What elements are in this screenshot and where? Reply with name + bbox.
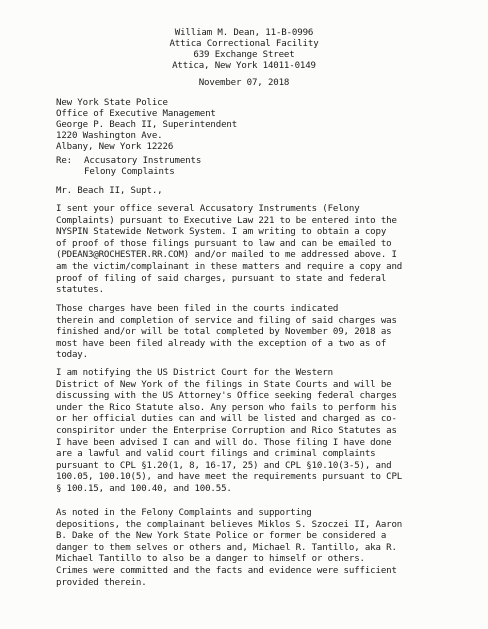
paragraph-line: most have been filed already with the exception of a two as of [56,338,387,349]
sender-street: 639 Exchange Street [193,50,295,60]
re-line-1: Accusatory Instruments [84,156,202,166]
paragraph-line: 100.05, 100.10(5), and have meet the requirements pursuant to CPL [56,472,403,483]
paragraph-line: statutes. [56,285,104,296]
paragraph-1 [56,204,432,297]
paragraph-3 [56,368,432,496]
paragraph-line: Complaints) pursuant to Executive Law 221 to be entered into the [56,215,397,226]
paragraph-line: are a lawful and valid court filings and criminal complaints [56,449,376,460]
paragraph-line: I am notifying the US District Court for the Western [56,368,333,378]
paragraph-line: depositions, the complainant believes Miklos S. Szoczei II, Aaron [56,519,403,530]
sender-facility: Attica Correctional Facility [169,39,319,49]
recipient-line-1: New York State Police [56,98,168,108]
recipient-line-2: Office of Executive Management [56,109,216,119]
recipient-line-5: Albany, New York 12226 [56,142,174,152]
salutation: Mr. Beach II, Supt., [56,186,163,196]
sender-city: Attica, New York 14011-0149 [172,61,316,71]
paragraph-line: danger to them selves or others and, Michael R. Tantillo, aka R. [56,542,397,553]
paragraph-line: proof of filing of said charges, pursuant to state and federal [56,273,387,284]
paragraph-line: am the victim/complainant in these matters and require a copy and [56,261,403,272]
paragraph-line: finished and/or will be total completed by November 09, 2018 as [56,327,392,338]
paragraph-line: I sent your office several Accusatory Instruments (Felony [56,204,360,214]
re-label: Re: [56,156,72,166]
paragraph-line: today. [56,350,88,361]
recipient-line-4: 1220 Washington Ave. [56,131,163,141]
letter-date: November 07, 2018 [198,78,290,88]
paragraph-line: Michael Tantillo to also be a danger to himself or others. [56,554,365,565]
paragraph-line: provided therein. [56,577,147,588]
paragraph-4 [56,508,432,589]
re-line-2: Felony Complaints [84,167,175,177]
paragraph-line: NYSPIN Statewide Network System. I am writing to obtain a copy [56,227,387,238]
paragraph-line: therein and completion of service and filing of said charges was [56,315,397,326]
paragraph-line: Crimes were committed and the facts and evidence were sufficient [56,565,397,576]
paragraph-2 [56,304,432,362]
paragraph-line: (PDEAN3@ROCHESTER.RR.COM) and/or mailed to me addressed above. I [56,250,397,261]
sender-name: William M. Dean, 11-B-0996 [174,28,314,38]
recipient-line-3: George P. Beach II, Superintendent [56,120,238,130]
paragraph-line: discussing with the US Attorney's Office seeking federal charges [56,391,397,402]
paragraph-line: As noted in the Felony Complaints and supporting [56,508,312,518]
paragraph-line: conspiritor under the Enterprise Corruption and Rico Statutes as [56,425,397,436]
paragraph-line: § 100.15, and 100.40, and 100.55. [56,483,232,494]
paragraph-line: B. Dake of the New York State Police or former be considered a [56,531,387,542]
paragraph-line: under the Rico Statute also. Any person who fails to perform his [56,402,397,413]
paragraph-line: or her official duties can and will be listed and charged as co- [56,414,397,425]
paragraph-line: of proof of those filings pursuant to law and can be emailed to [56,238,392,249]
paragraph-line: Those charges have been filed in the courts indicated [56,304,339,314]
paragraph-line: I have been advised I can and will do. Those filing I have done [56,437,392,448]
paragraph-line: District of New York of the filings in State Courts and will be [56,379,392,390]
paragraph-line: pursuant to CPL §1.20(1, 8, 16-17, 25) and CPL §10.10(3-5), and [56,460,392,471]
